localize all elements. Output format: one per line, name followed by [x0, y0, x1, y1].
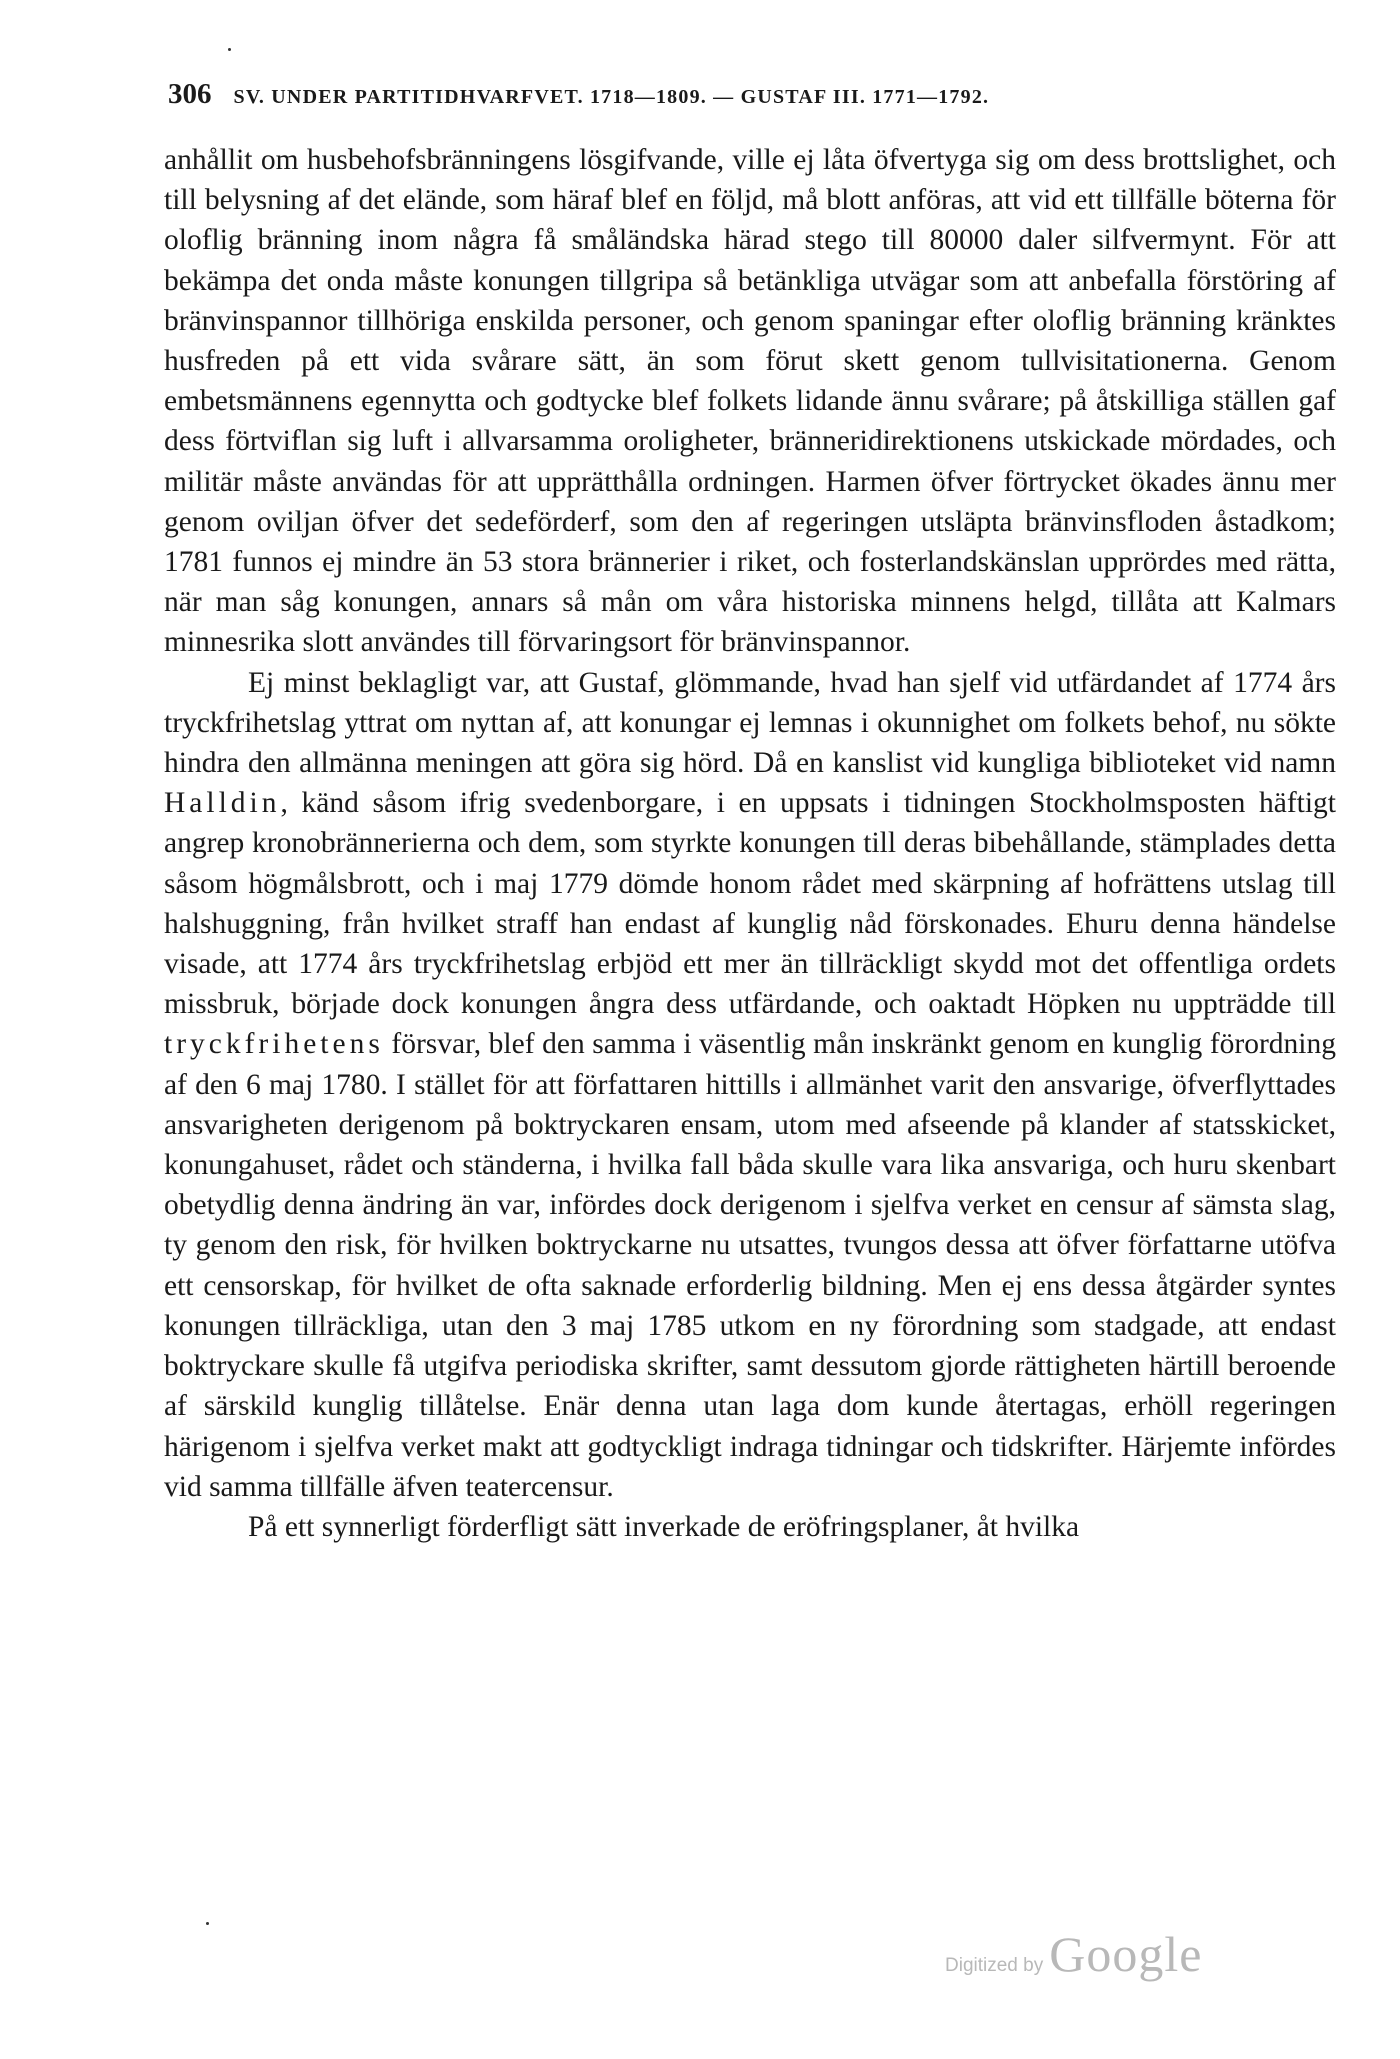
paragraph-2-part-a: Ej minst beklagligt var, att Gustaf, glömmande, hvad han sjelf vid utfärdandet af 1774 års tryckfrihetslag yttrat om nyttan af, att konungar ej lemnas i okunnighet om folkets behof, nu sökte hindra den allmänna meningen att göra sig hörd. Då en kanslist vid kungliga biblioteket vid namn	[164, 666, 1336, 780]
body-text	[164, 140, 1336, 1547]
digitized-watermark	[945, 1925, 1202, 1983]
page-header	[168, 78, 1328, 111]
paragraph-1: anhållit om husbehofsbränningens lösgifvande, ville ej låta öfvertyga sig om dess brottslighet, och till belysning af det elände, som häraf blef en följd, må blott anföras, att vid ett tillfälle böterna för oloflig bränning inom några få småländska härad stego till 80000 daler silfvermynt. För att bekämpa det onda måste konungen tillgripa så betänkliga utvägar som att anbefalla förstöring af bränvinspannor tillhöriga enskilda personer, och genom spaningar efter oloflig bränning kränktes husfreden på ett vida svårare sätt, än som förut skett genom tullvisitationerna. Genom embetsmännens egennytta och godtycke blef folkets lidande ännu svårare; på åtskilliga ställen gaf dess förtviflan sig luft i allvarsamma oroligheter, bränneridirektionens utskickade mördades, och militär måste användas för att upprätthålla ordningen. Harmen öfver förtrycket ökades ännu mer genom oviljan öfver det sedeförderf, som den af regeringen utsläpta bränvinsfloden åstadkom; 1781 funnos ej mindre än 53 stora brännerier i riket, och fosterlandskänslan upprördes med rätta, när man såg konungen, annars så mån om våra historiska minnens helgd, tillåta att Kalmars minnesrika slott användes till förvaringsort för bränvinspannor.	[164, 144, 1336, 659]
paragraph-2	[164, 663, 1336, 1507]
paragraph-2-part-c: försvar, blef den samma i väsentlig mån inskränkt genom en kunglig förordning af den 6 maj 1780. I stället för att författaren hittills i allmänhet varit den ansvarige, öfverflyttades ansvarigheten derigenom på boktryckaren ensam, utom med afseende på klander af statsskicket, konungahuset, rådet och ständerna, i hvilka fall båda skulle vara lika ansvariga, och huru skenbart obetydlig denna ändring än var, infördes dock derigenom i sjelfva verket en censur af sämsta slag, ty genom den risk, för hvilken boktryckarne nu utsattes, tvungos dessa att öfver författarne utöfva ett censorskap, för hvilket de ofta saknade erforderlig bildning. Men ej ens dessa åtgärder syntes konungen tillräckliga, utan den 3 maj 1785 utkom en ny förordning som stadgade, att endast boktryckare skulle få utgifva periodiska skrifter, samt dessutom gjorde rättigheten härtill beroende af särskild kunglig tillåtelse. Enär denna utan laga dom kunde återtagas, erhöll regeringen härigenom i sjelfva verket makt att godtyckligt indraga tidningar och tidskrifter. Härjemte infördes vid samma tillfälle äfven teatercensur.	[164, 1028, 1336, 1503]
print-speck	[228, 48, 231, 51]
paragraph-3: På ett synnerligt förderfligt sätt inverkade de eröfringsplaner, åt hvilka	[248, 1510, 1080, 1543]
running-head: SV. UNDER PARTITIDHVARFVET. 1718—1809. — GUSTAF III. 1771—1792.	[233, 86, 990, 108]
print-speck	[206, 1922, 209, 1925]
phrase-spaced: tryckfrihetens	[164, 1028, 384, 1061]
page-number: 306	[168, 78, 212, 110]
google-logo: Google	[1049, 1926, 1203, 1982]
paragraph-2-part-b: , känd såsom ifrig svedenborgare, i en uppsats i tidningen Stockholmsposten häftigt angrep kronobrännerierna och dem, som styrkte konungen till deras bibehållande, stämplades detta såsom högmålsbrott, och i maj 1779 dömde honom rådet med skärpning af hofrättens utslag till halshuggning, från hvilket straff han endast af kunglig nåd förskonades. Ehuru denna händelse visade, att 1774 års tryckfrihetslag erbjöd ett mer än tillräckligt skydd mot det offentliga ordets missbruk, började dock konungen ångra dess utfärdande, och oaktadt Höpken nu uppträdde till	[164, 787, 1336, 1021]
name-spaced: Halldin	[164, 787, 281, 820]
watermark-prefix: Digitized by	[945, 1955, 1044, 1976]
